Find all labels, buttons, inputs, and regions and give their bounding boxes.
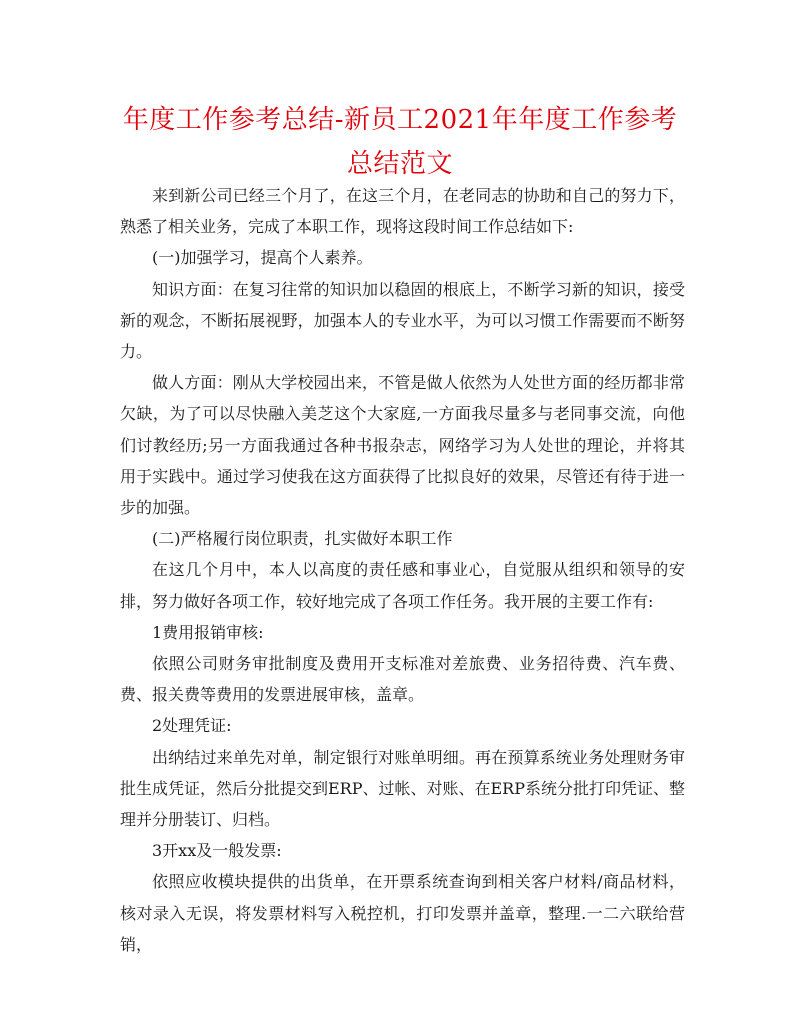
section-heading-2: (二)严格履行岗位职责，扎实做好本职工作 (152, 529, 453, 549)
item-heading-2: 2处理凭证: (152, 716, 232, 736)
paragraph-knowledge: 知识方面：在复习往常的知识加以稳固的根底上，不断学习新的知识，接受新的观念，不断拓展视野，加强本人的专业水平，为可以习惯工作需要而不断努力。 (120, 279, 685, 362)
item-heading-1: 1费用报销审核: (152, 622, 264, 642)
paragraph-expense: 依照公司财务审批制度及费用开支标准对差旅费、业务招待费、汽车费、费、报关费等费用的发票进展审核，盖章。 (120, 654, 685, 705)
paragraph-vouchers: 出纳结过来单先对单，制定银行对账单明细。再在预算系统业务处理财务审批生成凭证，然后分批提交到ERP、过帐、对账、在ERP系统分批打印凭证、整理并分册装订、归档。 (120, 747, 685, 830)
paragraph-conduct: 做人方面：刚从大学校园出来，不管是做人依然为人处世方面的经历都非常欠缺，为了可以尽快融入美芝这个大家庭,一方面我尽量多与老同事交流，向他们讨教经历;另一方面我通过各种书报杂志，网络学习为人处世的理论，并将其用于实践中。通过学习使我在这方面获得了比拟良好的效果，尽管还有待于进一步的加强。 (120, 373, 685, 518)
document-body (120, 180, 685, 960)
paragraph-duties: 在这几个月中，本人以高度的责任感和事业心，自觉服从组织和领导的安排，努力做好各项工作，较好地完成了各项工作任务。我开展的主要工作有: (120, 560, 685, 611)
section-heading-1: (一)加强学习，提高个人素养。 (152, 248, 373, 268)
item-heading-3: 3开xx及一般发票: (152, 841, 282, 861)
paragraph-intro: 来到新公司已经三个月了，在这三个月，在老同志的协助和自己的努力下，熟悉了相关业务，完成了本职工作，现将这段时间工作总结如下: (120, 186, 685, 237)
document-title: 年度工作参考总结-新员工2021年年度工作参考总结范文 (122, 105, 678, 179)
paragraph-invoices: 依照应收模块提供的出货单，在开票系统查询到相关客户材料/商品材料，核对录入无误，将发票材料写入税控机，打印发票并盖章，整理.一二六联给营销， (120, 872, 685, 954)
